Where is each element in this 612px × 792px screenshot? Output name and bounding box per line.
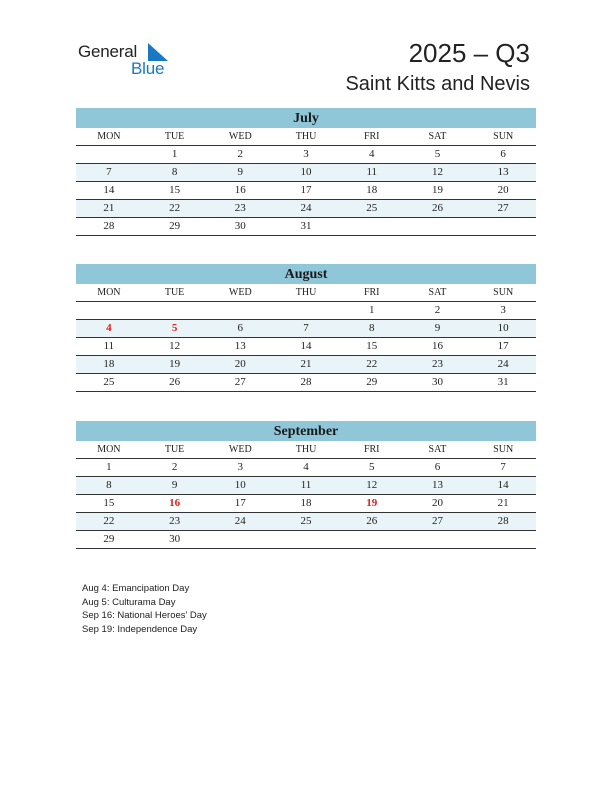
month-calendar-september bbox=[76, 421, 536, 549]
date-cell: 10 bbox=[497, 322, 509, 334]
date-cell: 2 bbox=[237, 148, 244, 160]
week-row bbox=[76, 459, 536, 477]
date-cell: 28 bbox=[300, 376, 312, 388]
date-cell: 3 bbox=[237, 461, 244, 473]
date-cell: 24 bbox=[234, 515, 246, 527]
week-row bbox=[76, 146, 536, 164]
date-cell: 8 bbox=[368, 322, 375, 334]
week-row bbox=[76, 477, 536, 495]
weekday-label: MON bbox=[97, 131, 121, 142]
week-row bbox=[76, 302, 536, 320]
weekday-label: FRI bbox=[363, 287, 380, 298]
date-cell: 25 bbox=[366, 202, 378, 214]
date-cell bbox=[273, 302, 339, 319]
date-cell bbox=[405, 218, 471, 235]
date-cell: 16 bbox=[234, 184, 246, 196]
week-row bbox=[76, 338, 536, 356]
date-cell: 30 bbox=[431, 376, 443, 388]
week-row bbox=[76, 374, 536, 392]
date-cell bbox=[339, 531, 405, 548]
date-cell: 15 bbox=[169, 184, 181, 196]
date-cell: 8 bbox=[171, 166, 178, 178]
weekday-label: SUN bbox=[493, 444, 514, 455]
date-cell: 8 bbox=[106, 479, 112, 491]
date-cell: 19 bbox=[169, 358, 181, 370]
date-cell: 12 bbox=[431, 166, 443, 178]
date-cell: 7 bbox=[500, 461, 506, 473]
weekday-header-row bbox=[76, 441, 536, 459]
date-cell: 26 bbox=[169, 376, 181, 388]
date-cell: 22 bbox=[169, 202, 181, 214]
date-cell: 19 bbox=[431, 184, 443, 196]
date-cell: 15 bbox=[103, 497, 115, 509]
weekday-label: SAT bbox=[428, 444, 447, 455]
date-cell: 7 bbox=[303, 322, 309, 334]
date-cell: 23 bbox=[234, 202, 246, 214]
date-cell: 20 bbox=[431, 497, 443, 509]
month-calendar-july bbox=[76, 108, 536, 236]
holiday-note: Aug 4: Emancipation Day bbox=[82, 583, 190, 594]
date-cell: 18 bbox=[103, 358, 115, 370]
date-cell bbox=[405, 531, 471, 548]
date-cell bbox=[273, 531, 339, 548]
date-cell: 12 bbox=[169, 340, 181, 352]
weekday-label: THU bbox=[295, 444, 317, 455]
date-cell: 14 bbox=[103, 184, 115, 196]
holiday-note: Sep 19: Independence Day bbox=[82, 623, 198, 635]
weekday-label: FRI bbox=[363, 444, 380, 455]
weekday-label: THU bbox=[295, 287, 317, 298]
date-cell: 4 bbox=[303, 461, 309, 473]
holiday-notes bbox=[82, 582, 207, 636]
weekday-label: WED bbox=[228, 131, 252, 142]
weekday-header-row bbox=[76, 284, 536, 302]
week-row bbox=[76, 531, 536, 549]
date-cell: 13 bbox=[431, 479, 443, 491]
date-cell: 4 bbox=[368, 148, 375, 160]
date-cell: 29 bbox=[169, 220, 181, 232]
date-cell: 9 bbox=[434, 322, 441, 334]
date-cell bbox=[142, 302, 208, 319]
date-cell: 13 bbox=[497, 166, 509, 178]
date-cell: 27 bbox=[431, 515, 443, 527]
date-cell: 14 bbox=[300, 340, 312, 352]
date-cell: 3 bbox=[500, 304, 506, 316]
weekday-label: THU bbox=[295, 131, 317, 142]
holiday-note: Aug 5: Culturama Day bbox=[82, 596, 176, 608]
date-cell: 29 bbox=[103, 533, 115, 545]
date-cell: 21 bbox=[103, 202, 115, 214]
date-cell: 10 bbox=[234, 479, 246, 491]
date-cell: 6 bbox=[434, 461, 441, 473]
week-row bbox=[76, 495, 536, 513]
date-cell bbox=[470, 531, 536, 548]
weekday-label: WED bbox=[228, 287, 252, 298]
month-title: September bbox=[76, 421, 536, 441]
generalblue-logo bbox=[78, 40, 178, 80]
date-cell: 10 bbox=[300, 166, 312, 178]
date-cell: 17 bbox=[497, 340, 509, 352]
month-title: July bbox=[76, 108, 536, 128]
date-cell: 11 bbox=[366, 166, 378, 178]
date-cell: 25 bbox=[300, 515, 312, 527]
date-cell bbox=[207, 531, 273, 548]
date-cell: 12 bbox=[366, 479, 378, 491]
date-cell: 21 bbox=[300, 358, 312, 370]
date-cell: 14 bbox=[497, 479, 509, 491]
week-row bbox=[76, 182, 536, 200]
date-cell: 6 bbox=[237, 322, 244, 334]
holiday-date-cell: 16 bbox=[169, 497, 181, 509]
date-cell: 17 bbox=[234, 497, 246, 509]
month-title: August bbox=[76, 264, 536, 284]
date-cell: 2 bbox=[434, 304, 441, 316]
weekday-label: MON bbox=[97, 287, 121, 298]
holiday-date-cell: 4 bbox=[106, 322, 112, 334]
date-cell bbox=[76, 302, 142, 319]
date-cell bbox=[339, 218, 405, 235]
date-cell: 1 bbox=[368, 304, 375, 316]
date-cell: 23 bbox=[169, 515, 181, 527]
date-cell: 18 bbox=[300, 497, 312, 509]
weekday-label: WED bbox=[228, 444, 252, 455]
week-row bbox=[76, 200, 536, 218]
holiday-date-cell: 5 bbox=[171, 322, 178, 334]
date-cell: 17 bbox=[300, 184, 312, 196]
date-cell: 28 bbox=[103, 220, 115, 232]
date-cell: 2 bbox=[171, 461, 178, 473]
weekday-label: MON bbox=[97, 444, 121, 455]
date-cell: 29 bbox=[366, 376, 378, 388]
weekday-label: TUE bbox=[164, 131, 185, 142]
date-cell: 1 bbox=[171, 148, 178, 160]
date-cell: 23 bbox=[431, 358, 443, 370]
weekday-header-row bbox=[76, 128, 536, 146]
week-row bbox=[76, 513, 536, 531]
weekday-label: SAT bbox=[428, 287, 447, 298]
week-row bbox=[76, 356, 536, 374]
date-cell: 30 bbox=[169, 533, 181, 545]
weekday-label: TUE bbox=[164, 444, 185, 455]
date-cell: 24 bbox=[300, 202, 312, 214]
date-cell: 9 bbox=[171, 479, 178, 491]
date-cell: 13 bbox=[234, 340, 246, 352]
date-cell: 27 bbox=[497, 202, 509, 214]
date-cell: 26 bbox=[366, 515, 378, 527]
date-cell: 24 bbox=[497, 358, 509, 370]
month-calendar-august bbox=[76, 264, 536, 392]
logo-word-blue: Blue bbox=[131, 59, 165, 78]
date-cell: 16 bbox=[431, 340, 443, 352]
date-cell: 11 bbox=[300, 479, 312, 491]
date-cell: 28 bbox=[497, 515, 509, 527]
date-cell: 31 bbox=[300, 220, 312, 232]
weekday-label: FRI bbox=[363, 131, 380, 142]
date-cell: 20 bbox=[234, 358, 246, 370]
date-cell bbox=[470, 218, 536, 235]
date-cell bbox=[207, 302, 273, 319]
weekday-label: SAT bbox=[428, 131, 447, 142]
weekday-label: SUN bbox=[493, 287, 514, 298]
date-cell: 15 bbox=[366, 340, 378, 352]
date-cell: 30 bbox=[234, 220, 246, 232]
date-cell: 9 bbox=[237, 166, 244, 178]
date-cell: 5 bbox=[434, 148, 441, 160]
week-row bbox=[76, 320, 536, 338]
date-cell: 22 bbox=[366, 358, 378, 370]
date-cell: 6 bbox=[500, 148, 506, 160]
date-cell: 7 bbox=[106, 166, 112, 178]
date-cell: 31 bbox=[497, 376, 509, 388]
date-cell: 27 bbox=[234, 376, 246, 388]
date-cell: 25 bbox=[103, 376, 115, 388]
date-cell: 18 bbox=[366, 184, 378, 196]
date-cell: 11 bbox=[103, 340, 115, 352]
date-cell: 3 bbox=[303, 148, 309, 160]
holiday-note: Sep 16: National Heroes’ Day bbox=[82, 610, 207, 621]
date-cell: 5 bbox=[368, 461, 375, 473]
week-row bbox=[76, 218, 536, 236]
logo-word-general: General bbox=[78, 42, 138, 61]
weekday-label: SUN bbox=[493, 131, 514, 142]
date-cell: 1 bbox=[106, 461, 112, 473]
date-cell bbox=[76, 146, 142, 163]
date-cell: 22 bbox=[103, 515, 115, 527]
date-cell: 26 bbox=[431, 202, 443, 214]
weekday-label: TUE bbox=[164, 287, 185, 298]
holiday-date-cell: 19 bbox=[366, 497, 378, 509]
country-subtitle: Saint Kitts and Nevis bbox=[345, 73, 530, 95]
date-cell: 20 bbox=[497, 184, 509, 196]
page-title: 2025 – Q3 bbox=[408, 38, 530, 68]
week-row bbox=[76, 164, 536, 182]
date-cell: 21 bbox=[497, 497, 509, 509]
